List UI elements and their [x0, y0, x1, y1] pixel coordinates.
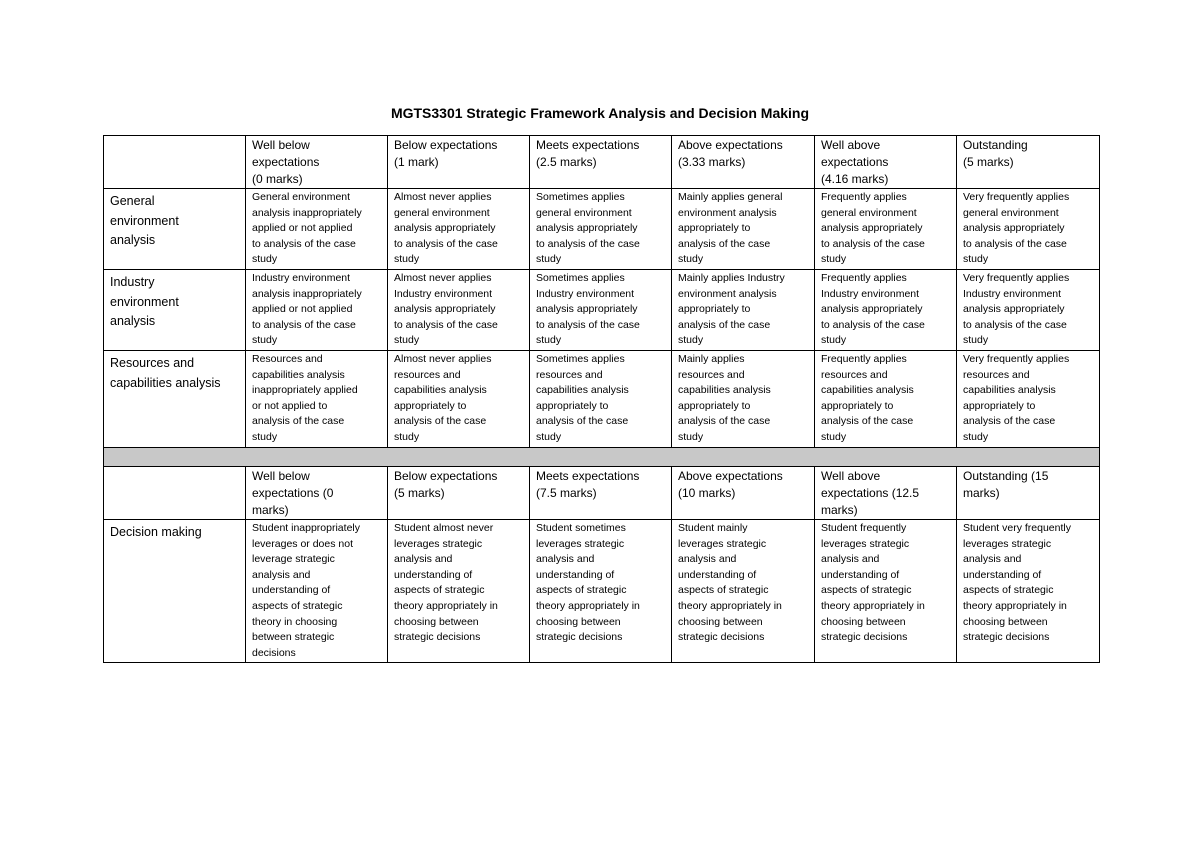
descriptor-cell: Sometimes applies resources and capabilities analysis appropriately to analysis of the case study: [530, 351, 672, 448]
row-decision-making: [104, 520, 1100, 663]
descriptor-cell: General environment analysis inappropriately applied or not applied to analysis of the case study: [246, 189, 388, 270]
separator-row: [104, 448, 1100, 467]
descriptor-cell: Resources and capabilities analysis inappropriately applied or not applied to analysis of the case study: [246, 351, 388, 448]
descriptor-cell: Very frequently applies general environment analysis appropriately to analysis of the case study: [957, 189, 1100, 270]
descriptor-cell: Frequently applies Industry environment analysis appropriately to analysis of the case study: [815, 270, 957, 351]
header-cell-well-below: Well below expectations (0 marks): [246, 467, 388, 520]
descriptor-cell: Student almost never leverages strategic analysis and understanding of aspects of strategic theory appropriately in choosing between strategic decisions: [388, 520, 530, 663]
row-resources-capabilities: [104, 351, 1100, 448]
descriptor-cell: Student very frequently leverages strategic analysis and understanding of aspects of strategic theory appropriately in choosing between strategic decisions: [957, 520, 1100, 663]
descriptor-cell: Mainly applies resources and capabilities analysis appropriately to analysis of the case study: [672, 351, 815, 448]
descriptor-cell: Mainly applies general environment analysis appropriately to analysis of the case study: [672, 189, 815, 270]
descriptor-cell: Student mainly leverages strategic analysis and understanding of aspects of strategic theory appropriately in choosing between strategic decisions: [672, 520, 815, 663]
descriptor-cell: Mainly applies Industry environment analysis appropriately to analysis of the case study: [672, 270, 815, 351]
descriptor-cell: Student inappropriately leverages or does not leverage strategic analysis and understanding of aspects of strategic theory in choosing between strategic decisions: [246, 520, 388, 663]
descriptor-cell: Student sometimes leverages strategic analysis and understanding of aspects of strategic theory appropriately in choosing between strategic decisions: [530, 520, 672, 663]
criterion-cell: Resources and capabilities analysis: [104, 351, 246, 448]
criterion-cell: Decision making: [104, 520, 246, 663]
header-cell-outstanding: Outstanding (5 marks): [957, 136, 1100, 189]
descriptor-cell: Student frequently leverages strategic analysis and understanding of aspects of strategic theory appropriately in choosing between strategic decisions: [815, 520, 957, 663]
header-cell-well-above: Well above expectations (4.16 marks): [815, 136, 957, 189]
descriptor-cell: Almost never applies Industry environment analysis appropriately to analysis of the case study: [388, 270, 530, 351]
header-cell-well-above: Well above expectations (12.5 marks): [815, 467, 957, 520]
descriptor-cell: Very frequently applies resources and capabilities analysis appropriately to analysis of the case study: [957, 351, 1100, 448]
descriptor-cell: Industry environment analysis inappropriately applied or not applied to analysis of the case study: [246, 270, 388, 351]
header-cell-above: Above expectations (3.33 marks): [672, 136, 815, 189]
descriptor-cell: Almost never applies resources and capabilities analysis appropriately to analysis of the case study: [388, 351, 530, 448]
descriptor-cell: Almost never applies general environment analysis appropriately to analysis of the case study: [388, 189, 530, 270]
header-row-decision: [104, 467, 1100, 520]
rubric-table: [103, 135, 1100, 663]
descriptor-cell: Very frequently applies Industry environment analysis appropriately to analysis of the case study: [957, 270, 1100, 351]
row-general-environment: [104, 189, 1100, 270]
criterion-cell: Industry environment analysis: [104, 270, 246, 351]
header-cell-outstanding: Outstanding (15 marks): [957, 467, 1100, 520]
header-cell-below: Below expectations (5 marks): [388, 467, 530, 520]
header-row-criteria: [104, 136, 1100, 189]
header-cell-well-below: Well below expectations (0 marks): [246, 136, 388, 189]
header-blank-cell: [104, 136, 246, 189]
header-cell-above: Above expectations (10 marks): [672, 467, 815, 520]
header-cell-meets: Meets expectations (7.5 marks): [530, 467, 672, 520]
criterion-cell: General environment analysis: [104, 189, 246, 270]
header-cell-meets: Meets expectations (2.5 marks): [530, 136, 672, 189]
page-title: MGTS3301 Strategic Framework Analysis and Decision Making: [390, 105, 810, 121]
descriptor-cell: Sometimes applies general environment analysis appropriately to analysis of the case study: [530, 189, 672, 270]
descriptor-cell: Frequently applies general environment analysis appropriately to analysis of the case study: [815, 189, 957, 270]
row-industry-environment: [104, 270, 1100, 351]
header-blank-cell: [104, 467, 246, 520]
separator-bar: [104, 448, 1100, 467]
header-cell-below: Below expectations (1 mark): [388, 136, 530, 189]
descriptor-cell: Frequently applies resources and capabilities analysis appropriately to analysis of the case study: [815, 351, 957, 448]
descriptor-cell: Sometimes applies Industry environment analysis appropriately to analysis of the case study: [530, 270, 672, 351]
